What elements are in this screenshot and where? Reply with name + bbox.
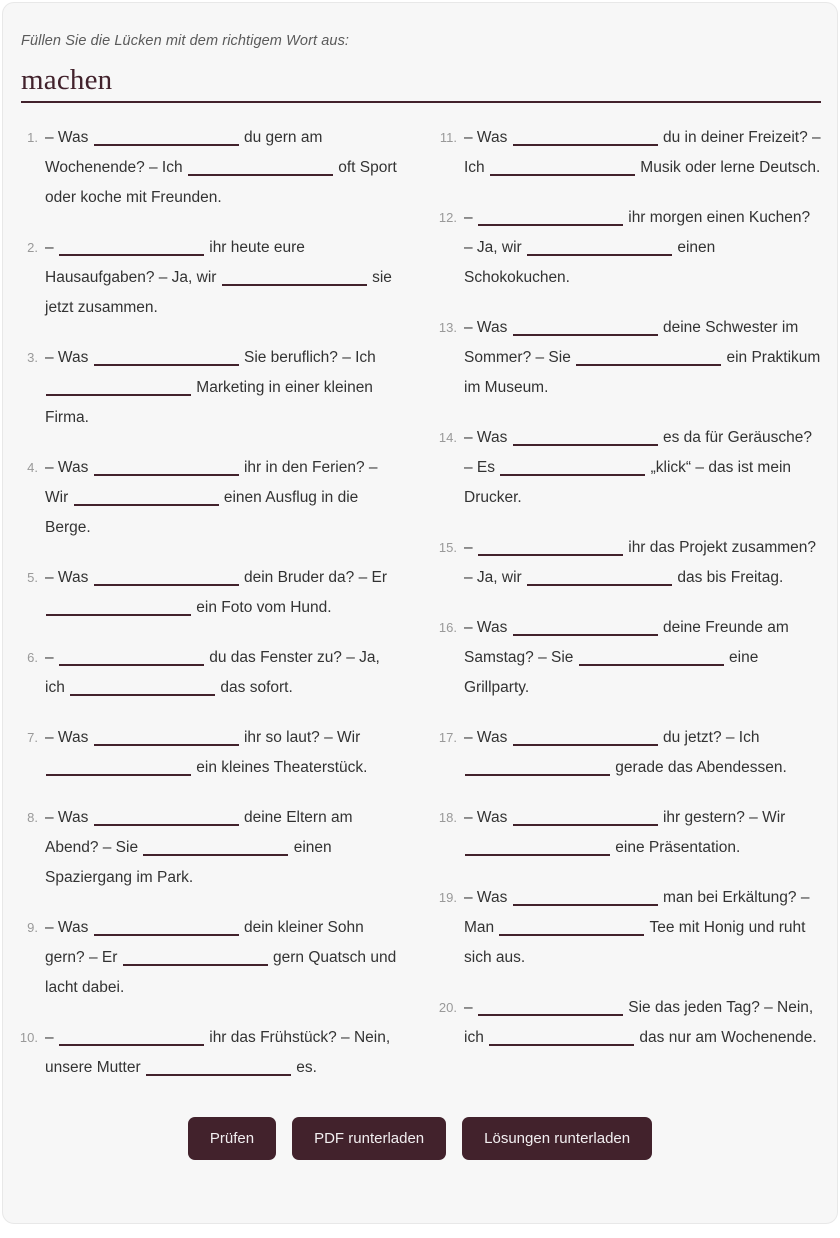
answer-blank[interactable] [94, 916, 239, 936]
exercise-item [19, 563, 402, 623]
exercise-item [438, 123, 821, 183]
exercise-sentence [464, 613, 821, 703]
exercise-number: 14. [438, 430, 457, 446]
exercise-sentence [45, 233, 402, 323]
exercise-item [438, 803, 821, 863]
sentence-text: ein Praktikum im Museum. [464, 349, 821, 397]
answer-blank[interactable] [143, 836, 288, 856]
exercise-item [19, 723, 402, 783]
sentence-text: du gern am Wochenende? – Ich [45, 129, 323, 177]
exercise-number: 13. [438, 320, 457, 336]
sentence-text: deine Freunde am Samstag? – Sie [464, 619, 789, 667]
sentence-text: – Was [45, 569, 93, 587]
sentence-text: ihr das Frühstück? – Nein, unsere Mutter [45, 1029, 391, 1077]
exercise-column-left [19, 123, 420, 1103]
exercise-sentence [464, 883, 821, 973]
exercise-item [438, 723, 821, 783]
exercise-item [19, 123, 402, 213]
exercise-sentence [464, 533, 821, 593]
exercise-sentence [45, 913, 402, 1003]
sentence-text: – Was [464, 729, 512, 747]
exercise-number: 3. [27, 350, 38, 366]
sentence-text: – Was [45, 349, 93, 367]
exercise-card [2, 2, 838, 1224]
answer-blank[interactable] [465, 756, 610, 776]
exercise-column-right [420, 123, 821, 1073]
exercise-number: 10. [19, 1030, 38, 1046]
answer-blank[interactable] [513, 726, 658, 746]
download-solutions-button[interactable]: Lösungen runterladen [462, 1117, 652, 1160]
sentence-text: – Was [464, 429, 512, 447]
sentence-text: ein kleines Theaterstück. [192, 759, 368, 777]
sentence-text: „klick“ – das ist mein Drucker. [464, 459, 792, 507]
answer-blank[interactable] [513, 806, 658, 826]
exercise-sentence [464, 993, 821, 1053]
exercise-sentence [45, 123, 402, 213]
exercise-sentence [45, 563, 402, 623]
exercise-sentence [45, 803, 402, 893]
answer-blank[interactable] [478, 536, 623, 556]
answer-blank[interactable] [478, 996, 623, 1016]
exercise-item [438, 613, 821, 703]
exercise-item [438, 423, 821, 513]
answer-blank[interactable] [94, 456, 239, 476]
sentence-text: ihr heute eure Hausaufgaben? – Ja, wir [45, 239, 305, 287]
answer-blank[interactable] [513, 886, 658, 906]
answer-blank[interactable] [146, 1056, 291, 1076]
sentence-text: dein kleiner Sohn gern? – Er [45, 919, 364, 967]
exercise-sentence [45, 453, 402, 543]
answer-blank[interactable] [59, 646, 204, 666]
exercise-item [438, 883, 821, 973]
sentence-text: – [45, 649, 58, 667]
sentence-text: ihr morgen einen Kuchen? – Ja, wir [464, 209, 811, 257]
exercise-number: 7. [27, 730, 38, 746]
action-buttons [19, 1117, 821, 1178]
exercise-number: 16. [438, 620, 457, 636]
exercise-item [19, 343, 402, 433]
exercise-number: 20. [438, 1000, 457, 1016]
exercise-sentence [464, 203, 821, 293]
exercise-item [438, 993, 821, 1053]
sentence-text: Musik oder lerne Deutsch. [635, 159, 821, 177]
exercise-sentence [464, 723, 821, 783]
exercise-number: 2. [27, 240, 38, 256]
answer-blank[interactable] [500, 456, 645, 476]
verb-title: machen [21, 64, 113, 96]
answer-blank[interactable] [70, 676, 215, 696]
answer-blank[interactable] [499, 916, 644, 936]
exercise-sentence [45, 343, 402, 433]
sentence-text: eine Präsentation. [611, 839, 741, 857]
answer-blank[interactable] [94, 726, 239, 746]
sentence-text: es da für Geräusche? – Es [464, 429, 813, 477]
sentence-text: einen Schokokuchen. [464, 239, 716, 287]
answer-blank[interactable] [94, 346, 239, 366]
answer-blank[interactable] [94, 806, 239, 826]
sentence-text: deine Eltern am Abend? – Sie [45, 809, 353, 857]
answer-blank[interactable] [579, 646, 724, 666]
sentence-text: – Was [45, 809, 93, 827]
sentence-text: Tee mit Honig und ruht sich aus. [464, 919, 806, 967]
exercise-item [19, 233, 402, 323]
answer-blank[interactable] [478, 206, 623, 226]
download-pdf-button[interactable]: PDF runterladen [292, 1117, 446, 1160]
answer-blank[interactable] [94, 126, 239, 146]
answer-blank[interactable] [188, 156, 333, 176]
exercise-item [438, 313, 821, 403]
sentence-text: einen Spaziergang im Park. [45, 839, 332, 887]
answer-blank[interactable] [576, 346, 721, 366]
exercise-sentence [464, 803, 821, 863]
sentence-text: – Was [45, 129, 93, 147]
sentence-text: das nur am Wochenende. [635, 1029, 817, 1047]
exercise-columns [19, 123, 821, 1103]
exercise-item [19, 803, 402, 893]
exercise-number: 17. [438, 730, 457, 746]
exercise-item [438, 203, 821, 293]
sentence-text: gerade das Abendessen. [611, 759, 787, 777]
exercise-sentence [45, 723, 402, 783]
answer-blank[interactable] [123, 946, 268, 966]
answer-blank[interactable] [74, 486, 219, 506]
exercise-number: 8. [27, 810, 38, 826]
sentence-text: einen Ausflug in die Berge. [45, 489, 359, 537]
sentence-text: dein Bruder da? – Er [239, 569, 388, 587]
sentence-text: – Was [464, 809, 512, 827]
exercise-number: 6. [27, 650, 38, 666]
exercise-item [19, 913, 402, 1003]
check-button[interactable]: Prüfen [188, 1117, 276, 1160]
sentence-text: – Was [464, 619, 512, 637]
answer-blank[interactable] [59, 1026, 204, 1046]
sentence-text: – [45, 239, 58, 257]
sentence-text: Marketing in einer kleinen Firma. [45, 379, 373, 427]
answer-blank[interactable] [489, 1026, 634, 1046]
sentence-text: das bis Freitag. [673, 569, 784, 587]
sentence-text: Sie das jeden Tag? – Nein, ich [464, 999, 814, 1047]
sentence-text: – [45, 1029, 58, 1047]
sentence-text: deine Schwester im Sommer? – Sie [464, 319, 799, 367]
sentence-text: das sofort. [216, 679, 293, 697]
sentence-text: – [464, 539, 477, 557]
exercise-number: 11. [439, 130, 457, 146]
exercise-item [19, 1023, 402, 1083]
sentence-text: ihr gestern? – Wir [658, 809, 786, 827]
exercise-number: 1. [27, 130, 38, 146]
answer-blank[interactable] [527, 566, 672, 586]
exercise-item [438, 533, 821, 593]
exercise-number: 15. [438, 540, 457, 556]
exercise-number: 18. [438, 810, 457, 826]
answer-blank[interactable] [513, 426, 658, 446]
sentence-text: – [464, 999, 477, 1017]
sentence-text: ihr das Projekt zusammen? – Ja, wir [464, 539, 817, 587]
answer-blank[interactable] [490, 156, 635, 176]
answer-blank[interactable] [46, 596, 191, 616]
sentence-text: sie jetzt zusammen. [45, 269, 392, 317]
exercise-item [19, 453, 402, 543]
sentence-text: man bei Erkältung? – Man [464, 889, 810, 937]
verb-title-block [21, 65, 821, 103]
answer-blank[interactable] [527, 236, 672, 256]
answer-blank[interactable] [46, 756, 191, 776]
exercise-sentence [464, 123, 821, 183]
sentence-text: du in deiner Freizeit? – Ich [464, 129, 821, 177]
sentence-text: ihr in den Ferien? – Wir [45, 459, 378, 507]
exercise-sentence [45, 1023, 402, 1083]
sentence-text: – Was [45, 729, 93, 747]
sentence-text: du jetzt? – Ich [658, 729, 760, 747]
exercise-number: 4. [27, 460, 38, 476]
sentence-text: eine Grillparty. [464, 649, 759, 697]
sentence-text: gern Quatsch und lacht dabei. [45, 949, 397, 997]
sentence-text: – Was [45, 919, 93, 937]
sentence-text: – Was [464, 129, 512, 147]
answer-blank[interactable] [513, 126, 658, 146]
answer-blank[interactable] [465, 836, 610, 856]
exercise-sentence [45, 643, 402, 703]
sentence-text: ein Foto vom Hund. [192, 599, 332, 617]
exercise-sentence [464, 423, 821, 513]
sentence-text: du das Fenster zu? – Ja, ich [45, 649, 380, 697]
answer-blank[interactable] [94, 566, 239, 586]
answer-blank[interactable] [46, 376, 191, 396]
exercise-number: 12. [438, 210, 457, 226]
answer-blank[interactable] [513, 616, 658, 636]
answer-blank[interactable] [59, 236, 204, 256]
sentence-text: es. [291, 1059, 317, 1077]
answer-blank[interactable] [222, 266, 367, 286]
sentence-text: – Was [464, 319, 512, 337]
sentence-text: oft Sport oder koche mit Freunden. [45, 159, 397, 207]
answer-blank[interactable] [513, 316, 658, 336]
instruction-text: Füllen Sie die Lücken mit dem richtigem Wort aus: [21, 33, 350, 49]
sentence-text: – Was [45, 459, 93, 477]
exercise-number: 19. [438, 890, 457, 906]
sentence-text: Sie beruflich? – Ich [239, 349, 376, 367]
exercise-item [19, 643, 402, 703]
sentence-text: ihr so laut? – Wir [239, 729, 361, 747]
exercise-sentence [464, 313, 821, 403]
sentence-text: – Was [464, 889, 512, 907]
sentence-text: – [464, 209, 477, 227]
exercise-number: 5. [27, 570, 38, 586]
exercise-number: 9. [27, 920, 38, 936]
